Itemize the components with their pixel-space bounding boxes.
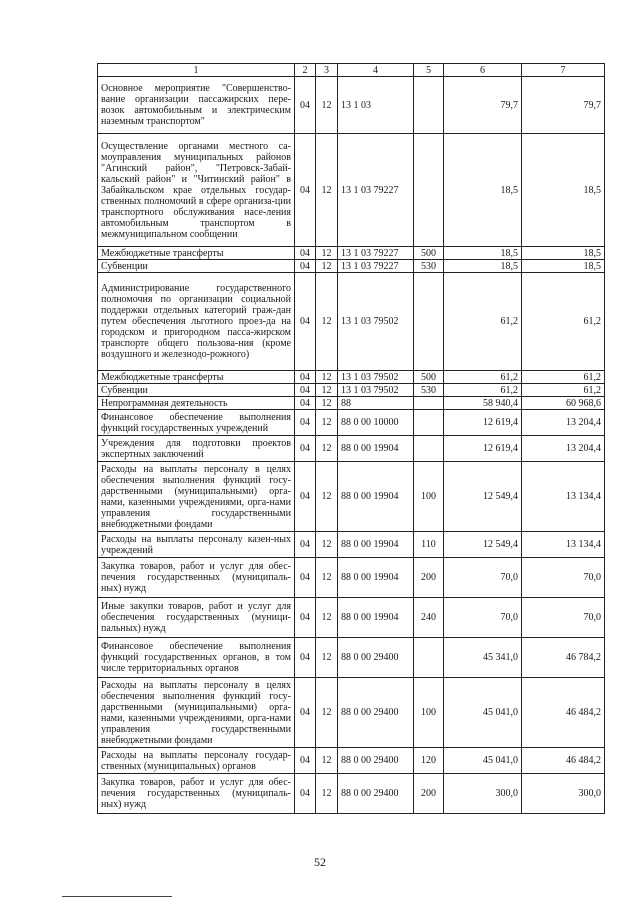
table-row — [98, 134, 605, 247]
row-name: Расходы на выплаты персоналу государ-ственных (муниципальных) органов — [98, 748, 295, 774]
header-cell: 6 — [444, 64, 522, 77]
amount-col7: 70,0 — [522, 598, 605, 638]
expense-type — [414, 638, 444, 678]
target-article: 13 1 03 79502 — [338, 273, 414, 371]
amount-col6: 12 549,4 — [444, 462, 522, 532]
expense-type: 500 — [414, 371, 444, 384]
amount-col7: 13 204,4 — [522, 436, 605, 462]
footer-rule — [62, 896, 172, 897]
section-code: 04 — [295, 462, 316, 532]
target-article: 13 1 03 79502 — [338, 384, 414, 397]
subsection-code: 12 — [316, 598, 338, 638]
section-code: 04 — [295, 598, 316, 638]
target-article: 88 0 00 19904 — [338, 436, 414, 462]
table-row — [98, 247, 605, 260]
target-article: 13 1 03 79227 — [338, 247, 414, 260]
expense-type: 530 — [414, 260, 444, 273]
subsection-code: 12 — [316, 371, 338, 384]
row-name: Межбюджетные трансферты — [98, 371, 295, 384]
page-number: 52 — [314, 855, 326, 869]
target-article: 88 0 00 19904 — [338, 462, 414, 532]
subsection-code: 12 — [316, 436, 338, 462]
subsection-code: 12 — [316, 532, 338, 558]
target-article: 88 — [338, 397, 414, 410]
expense-type — [414, 273, 444, 371]
amount-col6: 61,2 — [444, 273, 522, 371]
expense-type — [414, 410, 444, 436]
amount-col6: 45 341,0 — [444, 638, 522, 678]
table-row — [98, 532, 605, 558]
section-code: 04 — [295, 678, 316, 748]
section-code: 04 — [295, 77, 316, 134]
amount-col7: 46 484,2 — [522, 678, 605, 748]
subsection-code: 12 — [316, 410, 338, 436]
section-code: 04 — [295, 436, 316, 462]
expense-type: 530 — [414, 384, 444, 397]
subsection-code: 12 — [316, 247, 338, 260]
table-row — [98, 774, 605, 814]
subsection-code: 12 — [316, 774, 338, 814]
section-code: 04 — [295, 273, 316, 371]
section-code: 04 — [295, 410, 316, 436]
amount-col7: 70,0 — [522, 558, 605, 598]
amount-col7: 61,2 — [522, 371, 605, 384]
amount-col7: 61,2 — [522, 273, 605, 371]
subsection-code: 12 — [316, 678, 338, 748]
table-row — [98, 384, 605, 397]
expense-type: 100 — [414, 678, 444, 748]
amount-col6: 12 549,4 — [444, 532, 522, 558]
section-code: 04 — [295, 532, 316, 558]
header-cell: 5 — [414, 64, 444, 77]
table-row — [98, 273, 605, 371]
amount-col6: 79,7 — [444, 77, 522, 134]
target-article: 88 0 00 19904 — [338, 598, 414, 638]
table-row — [98, 598, 605, 638]
row-name: Учреждения для подготовки проектов экспертных заключений — [98, 436, 295, 462]
table-row — [98, 678, 605, 748]
row-name: Расходы на выплаты персоналу в целях обеспечения выполнения функций госу-дарственными (муниципальными) орга-нами, казенными учреждениями, орга-нами управления государственными внебюджетными фондами — [98, 678, 295, 748]
amount-col6: 300,0 — [444, 774, 522, 814]
expense-type — [414, 134, 444, 247]
section-code: 04 — [295, 774, 316, 814]
amount-col6: 18,5 — [444, 134, 522, 247]
section-code: 04 — [295, 638, 316, 678]
subsection-code: 12 — [316, 384, 338, 397]
expense-type: 120 — [414, 748, 444, 774]
table-row — [98, 77, 605, 134]
table-row — [98, 638, 605, 678]
amount-col6: 70,0 — [444, 558, 522, 598]
expense-type: 240 — [414, 598, 444, 638]
header-cell: 3 — [316, 64, 338, 77]
amount-col6: 45 041,0 — [444, 678, 522, 748]
row-name: Финансовое обеспечение выполнения функций государственных органов, в том числе территориальных органов — [98, 638, 295, 678]
target-article: 88 0 00 29400 — [338, 638, 414, 678]
subsection-code: 12 — [316, 77, 338, 134]
amount-col6: 18,5 — [444, 247, 522, 260]
subsection-code: 12 — [316, 748, 338, 774]
row-name: Субвенции — [98, 384, 295, 397]
row-name: Межбюджетные трансферты — [98, 247, 295, 260]
amount-col7: 46 784,2 — [522, 638, 605, 678]
target-article: 88 0 00 29400 — [338, 774, 414, 814]
row-name: Осуществление органами местного са-моуправления муниципальных районов "Агинский район", "Петровск-Забай-кальский район" и "Читинский район" в Забайкальском крае отдельных государ-ственных полномочий в сфере организа-ции транспортного обслуживания насе-ления автомобильным транспортом в межмуниципальном сообщении — [98, 134, 295, 247]
target-article: 13 1 03 79227 — [338, 134, 414, 247]
amount-col7: 13 134,4 — [522, 462, 605, 532]
row-name: Расходы на выплаты персоналу в целях обеспечения выполнения функций госу-дарственными (муниципальными) орга-нами, казенными учреждениями, орга-нами управления государственными внебюджетными фондами — [98, 462, 295, 532]
row-name: Непрограммная деятельность — [98, 397, 295, 410]
subsection-code: 12 — [316, 397, 338, 410]
section-code: 04 — [295, 247, 316, 260]
expense-type — [414, 436, 444, 462]
amount-col7: 18,5 — [522, 247, 605, 260]
row-name: Субвенции — [98, 260, 295, 273]
header-row — [98, 64, 605, 77]
target-article: 88 0 00 29400 — [338, 748, 414, 774]
expense-type: 500 — [414, 247, 444, 260]
budget-table — [97, 63, 605, 814]
expense-type: 200 — [414, 558, 444, 598]
section-code: 04 — [295, 397, 316, 410]
table-row — [98, 397, 605, 410]
amount-col7: 79,7 — [522, 77, 605, 134]
table-row — [98, 462, 605, 532]
target-article: 13 1 03 — [338, 77, 414, 134]
row-name: Закупка товаров, работ и услуг для обес-печения государственных (муниципаль-ных) нужд — [98, 558, 295, 598]
table-body — [98, 77, 605, 814]
amount-col6: 12 619,4 — [444, 436, 522, 462]
row-name: Финансовое обеспечение выполнения функций государственных учреждений — [98, 410, 295, 436]
amount-col6: 61,2 — [444, 371, 522, 384]
subsection-code: 12 — [316, 134, 338, 247]
expense-type — [414, 77, 444, 134]
subsection-code: 12 — [316, 273, 338, 371]
subsection-code: 12 — [316, 462, 338, 532]
amount-col6: 61,2 — [444, 384, 522, 397]
target-article: 88 0 00 19904 — [338, 532, 414, 558]
amount-col7: 300,0 — [522, 774, 605, 814]
table-row — [98, 371, 605, 384]
table-row — [98, 558, 605, 598]
amount-col7: 13 204,4 — [522, 410, 605, 436]
amount-col6: 58 940,4 — [444, 397, 522, 410]
amount-col7: 13 134,4 — [522, 532, 605, 558]
subsection-code: 12 — [316, 260, 338, 273]
expense-type: 200 — [414, 774, 444, 814]
row-name: Иные закупки товаров, работ и услуг для обеспечения государственных (муници-пальных) нужд — [98, 598, 295, 638]
amount-col7: 60 968,6 — [522, 397, 605, 410]
subsection-code: 12 — [316, 638, 338, 678]
expense-type — [414, 397, 444, 410]
target-article: 88 0 00 19904 — [338, 558, 414, 598]
amount-col7: 18,5 — [522, 134, 605, 247]
target-article: 88 0 00 29400 — [338, 678, 414, 748]
amount-col6: 18,5 — [444, 260, 522, 273]
header-cell: 4 — [338, 64, 414, 77]
table-row — [98, 410, 605, 436]
target-article: 13 1 03 79227 — [338, 260, 414, 273]
row-name: Расходы на выплаты персоналу казен-ных учреждений — [98, 532, 295, 558]
amount-col6: 12 619,4 — [444, 410, 522, 436]
amount-col7: 18,5 — [522, 260, 605, 273]
header-cell: 2 — [295, 64, 316, 77]
row-name: Закупка товаров, работ и услуг для обес-печения государственных (муниципаль-ных) нужд — [98, 774, 295, 814]
amount-col6: 45 041,0 — [444, 748, 522, 774]
amount-col6: 70,0 — [444, 598, 522, 638]
row-name: Основное мероприятие "Совершенство-вание организации пассажирских пере-возок автомобильным и электрическим наземным транспортом" — [98, 77, 295, 134]
expense-type: 100 — [414, 462, 444, 532]
header-cell: 7 — [522, 64, 605, 77]
section-code: 04 — [295, 260, 316, 273]
section-code: 04 — [295, 748, 316, 774]
subsection-code: 12 — [316, 558, 338, 598]
header-cell: 1 — [98, 64, 295, 77]
section-code: 04 — [295, 558, 316, 598]
table-row — [98, 748, 605, 774]
section-code: 04 — [295, 384, 316, 397]
section-code: 04 — [295, 371, 316, 384]
target-article: 13 1 03 79502 — [338, 371, 414, 384]
row-name: Администрирование государственного полномочия по организации социальной поддержки отдельных категорий граж-дан путем обеспечения льготного проез-да на городском и пригородном пасса-жирском транспорте общего пользова-ния (кроме воздушного и железнодо-рожного) — [98, 273, 295, 371]
amount-col7: 61,2 — [522, 384, 605, 397]
section-code: 04 — [295, 134, 316, 247]
amount-col7: 46 484,2 — [522, 748, 605, 774]
target-article: 88 0 00 10000 — [338, 410, 414, 436]
table-row — [98, 436, 605, 462]
table-row — [98, 260, 605, 273]
expense-type: 110 — [414, 532, 444, 558]
